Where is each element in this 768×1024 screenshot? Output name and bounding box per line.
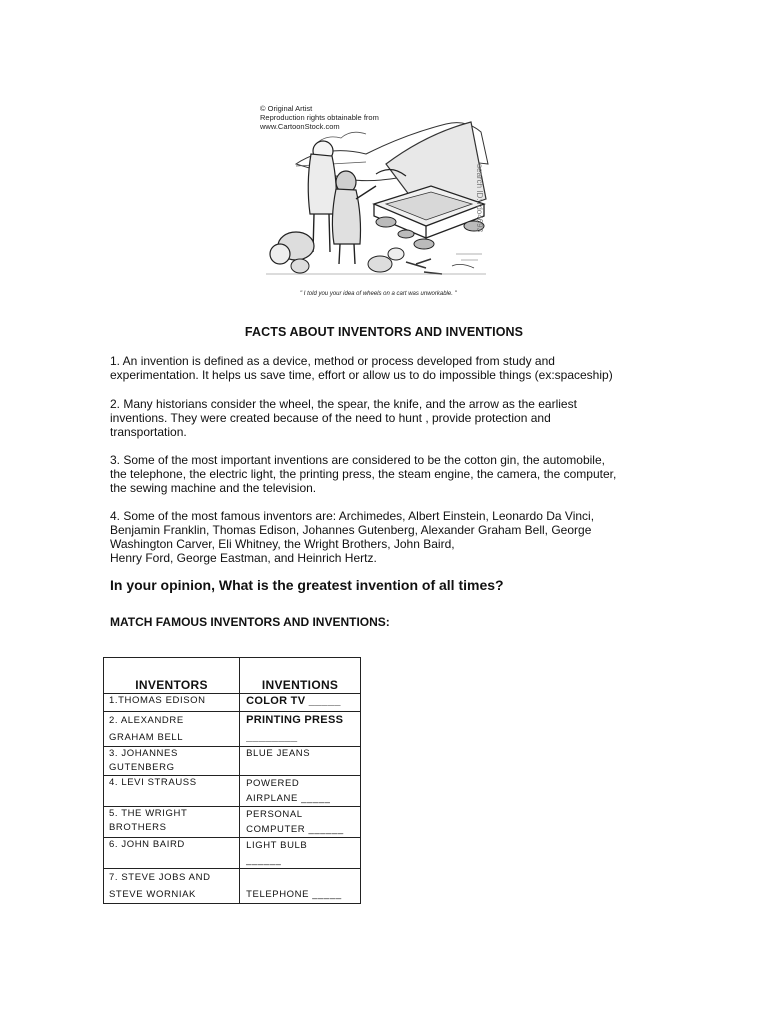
table-header-row xyxy=(104,658,361,694)
invention-cell: PERSONAL COMPUTER ______ xyxy=(240,807,361,838)
invention-cell: LIGHT BULB ______ xyxy=(240,838,361,869)
table-row xyxy=(104,807,361,838)
inventor-cell: 2. ALEXANDRE GRAHAM BELL xyxy=(104,712,240,747)
invention-cell: POWERED AIRPLANE _____ xyxy=(240,776,361,807)
inventor-cell: 6. JOHN BAIRD xyxy=(104,838,240,869)
cartoon-credit: © Original Artist Reproduction rights obtainable from www.CartoonStock.com xyxy=(260,104,379,131)
table-row xyxy=(104,747,361,776)
table-row xyxy=(104,869,361,904)
header-inventions: INVENTIONS xyxy=(240,658,361,694)
caveman-cart-drawing xyxy=(256,104,506,300)
page-title: FACTS ABOUT INVENTORS AND INVENTIONS xyxy=(244,325,524,339)
inventor-cell: 3. JOHANNES GUTENBERG xyxy=(104,747,240,776)
fact-2: 2. Many historians consider the wheel, the spear, the knife, and the arrow as the earliest inventions. They were created because of the need to hunt , provide protection and transportation. xyxy=(110,397,577,439)
table-row xyxy=(104,712,361,747)
match-heading: MATCH FAMOUS INVENTORS AND INVENTIONS: xyxy=(110,615,390,629)
fact-4: 4. Some of the most famous inventors are: Archimedes, Albert Einstein, Leonardo Da Vinci, Benjamin Franklin, Thomas Edison, Johannes Gutenberg, Alexander Graham Bell, George Washington Carver, Eli Whitney, the Wright Brothers, John Baird, Henry Ford, George Eastman, and Heinrich Hertz. xyxy=(110,509,595,565)
invention-cell: COLOR TV _____ xyxy=(240,694,361,712)
invention-cell: BLUE JEANS xyxy=(240,747,361,776)
invention-cell: TELEPHONE _____ xyxy=(240,869,361,904)
inventor-cell: 4. LEVI STRAUSS xyxy=(104,776,240,807)
match-table xyxy=(103,657,361,904)
invention-cell: PRINTING PRESS ________ xyxy=(240,712,361,747)
table-row xyxy=(104,694,361,712)
cartoon-illustration xyxy=(256,104,506,300)
table-row xyxy=(104,838,361,869)
fact-1: 1. An invention is defined as a device, method or process developed from study and experimentation. It helps us save time, effort or allow us to do impossible things (ex:spaceship) xyxy=(110,354,613,382)
inventor-cell: 7. STEVE JOBS AND STEVE WORNIAK xyxy=(104,869,240,904)
inventor-cell: 1.THOMAS EDISON xyxy=(104,694,240,712)
table-row xyxy=(104,776,361,807)
cartoon-caption: " I told you your idea of wheels on a cart was unworkable. " xyxy=(300,291,457,297)
header-inventors: INVENTORS xyxy=(104,658,240,694)
cartoon-search-id: search ID: rdo4693 xyxy=(475,164,484,233)
opinion-question: In your opinion, What is the greatest invention of all times? xyxy=(110,577,504,593)
inventor-cell: 5. THE WRIGHT BROTHERS xyxy=(104,807,240,838)
fact-3: 3. Some of the most important inventions are considered to be the cotton gin, the automobile, the telephone, the electric light, the printing press, the steam engine, the camera, the computer, the sewing machine and the television. xyxy=(110,453,617,495)
